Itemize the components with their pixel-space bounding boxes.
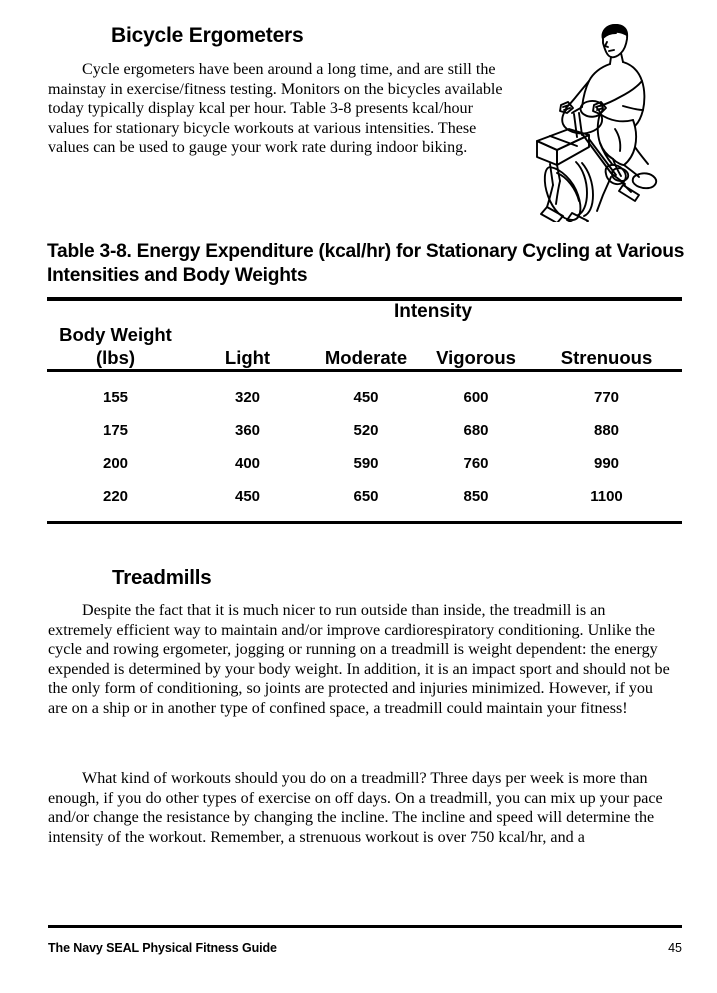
table-header-intensity: Intensity xyxy=(393,300,473,322)
page-heading-bicycle-ergometers: Bicycle Ergometers xyxy=(111,24,304,47)
cell-strenuous: 1100 xyxy=(590,487,623,505)
table-header-body-weight xyxy=(47,323,184,369)
table-row xyxy=(47,381,682,414)
cell-weight: 175 xyxy=(102,421,129,439)
table-caption: Table 3-8. Energy Expenditure (kcal/hr) for Stationary Cycling at Various Intensities and Body Weights xyxy=(47,241,685,286)
cell-light: 360 xyxy=(234,421,261,439)
table-header-light: Light xyxy=(224,346,271,368)
table-header-group-row xyxy=(47,301,682,323)
cell-light: 450 xyxy=(234,487,261,505)
stationary-bicycle-illustration xyxy=(527,17,707,222)
cell-moderate: 650 xyxy=(353,487,379,505)
footer-rule xyxy=(48,925,682,928)
cell-strenuous: 880 xyxy=(593,421,620,439)
footer-book-title: The Navy SEAL Physical Fitness Guide xyxy=(48,941,277,955)
table-header-strenuous: Strenuous xyxy=(560,346,653,368)
cell-vigorous: 850 xyxy=(463,487,489,505)
energy-expenditure-table xyxy=(47,297,682,524)
table-body xyxy=(47,372,682,521)
table-header-moderate: Moderate xyxy=(324,346,408,368)
table-grid xyxy=(47,301,682,369)
cell-vigorous: 600 xyxy=(463,388,489,406)
cell-light: 400 xyxy=(234,454,261,472)
cell-vigorous: 680 xyxy=(463,421,489,439)
cell-weight: 220 xyxy=(102,487,129,505)
table-row xyxy=(47,480,682,513)
cell-strenuous: 990 xyxy=(593,454,620,472)
table-body-grid xyxy=(47,372,682,521)
table-header xyxy=(47,301,682,369)
table-bottom-rule xyxy=(47,521,682,525)
paragraph-cycle-ergometers: Cycle ergometers have been around a long time, and are still the mainstay in exercise/fitness testing. Monitors on the bicycles available today typically display kcal per hour. Table 3-8 presents kcal/hour values for stationary bicycle workouts at various intensities. These values can be used to gauge your work rate during indoor biking. xyxy=(48,61,503,157)
footer-page-number: 45 xyxy=(668,941,682,955)
cell-weight: 200 xyxy=(102,454,129,472)
table-header-vigorous: Vigorous xyxy=(436,346,516,368)
cell-light: 320 xyxy=(234,388,261,406)
page-heading-treadmills: Treadmills xyxy=(112,566,212,589)
cell-strenuous: 770 xyxy=(593,388,620,406)
table-header-row xyxy=(47,323,682,369)
cell-vigorous: 760 xyxy=(463,454,489,472)
table-row xyxy=(47,414,682,447)
table-header-body-weight-line2: (lbs) xyxy=(95,346,136,368)
table-header-body-weight-line1: Body Weight xyxy=(59,323,172,345)
cell-weight: 155 xyxy=(102,388,129,406)
cell-moderate: 590 xyxy=(353,454,379,472)
cell-moderate: 520 xyxy=(353,421,379,439)
table-spacer xyxy=(47,372,682,381)
paragraph-treadmill-workouts: What kind of workouts should you do on a treadmill? Three days per week is more than enough, if you do other types of exercise on off days. On a treadmill, you can mix up your pace and/or change the resistance by changing the incline. The incline and speed will determine the intensity of the workout. Remember, a strenuous workout is over 750 kcal/hr, and a xyxy=(48,770,663,846)
cell-moderate: 450 xyxy=(353,388,379,406)
paragraph-treadmill-overview: Despite the fact that it is much nicer to run outside than inside, the treadmill is an extremely efficient way to maintain and/or improve cardiorespiratory conditioning. Unlike the cycle and rowing ergometer, jogging or running on a treadmill is weight dependent: the energy expended is determined by your body weight. In addition, it is an impact sport and should not be the only form of conditioning, so joints are protected and injuries minimized. However, if you are on a ship or in another type of confined space, a treadmill could maintain your fitness! xyxy=(48,602,670,717)
table-row xyxy=(47,447,682,480)
